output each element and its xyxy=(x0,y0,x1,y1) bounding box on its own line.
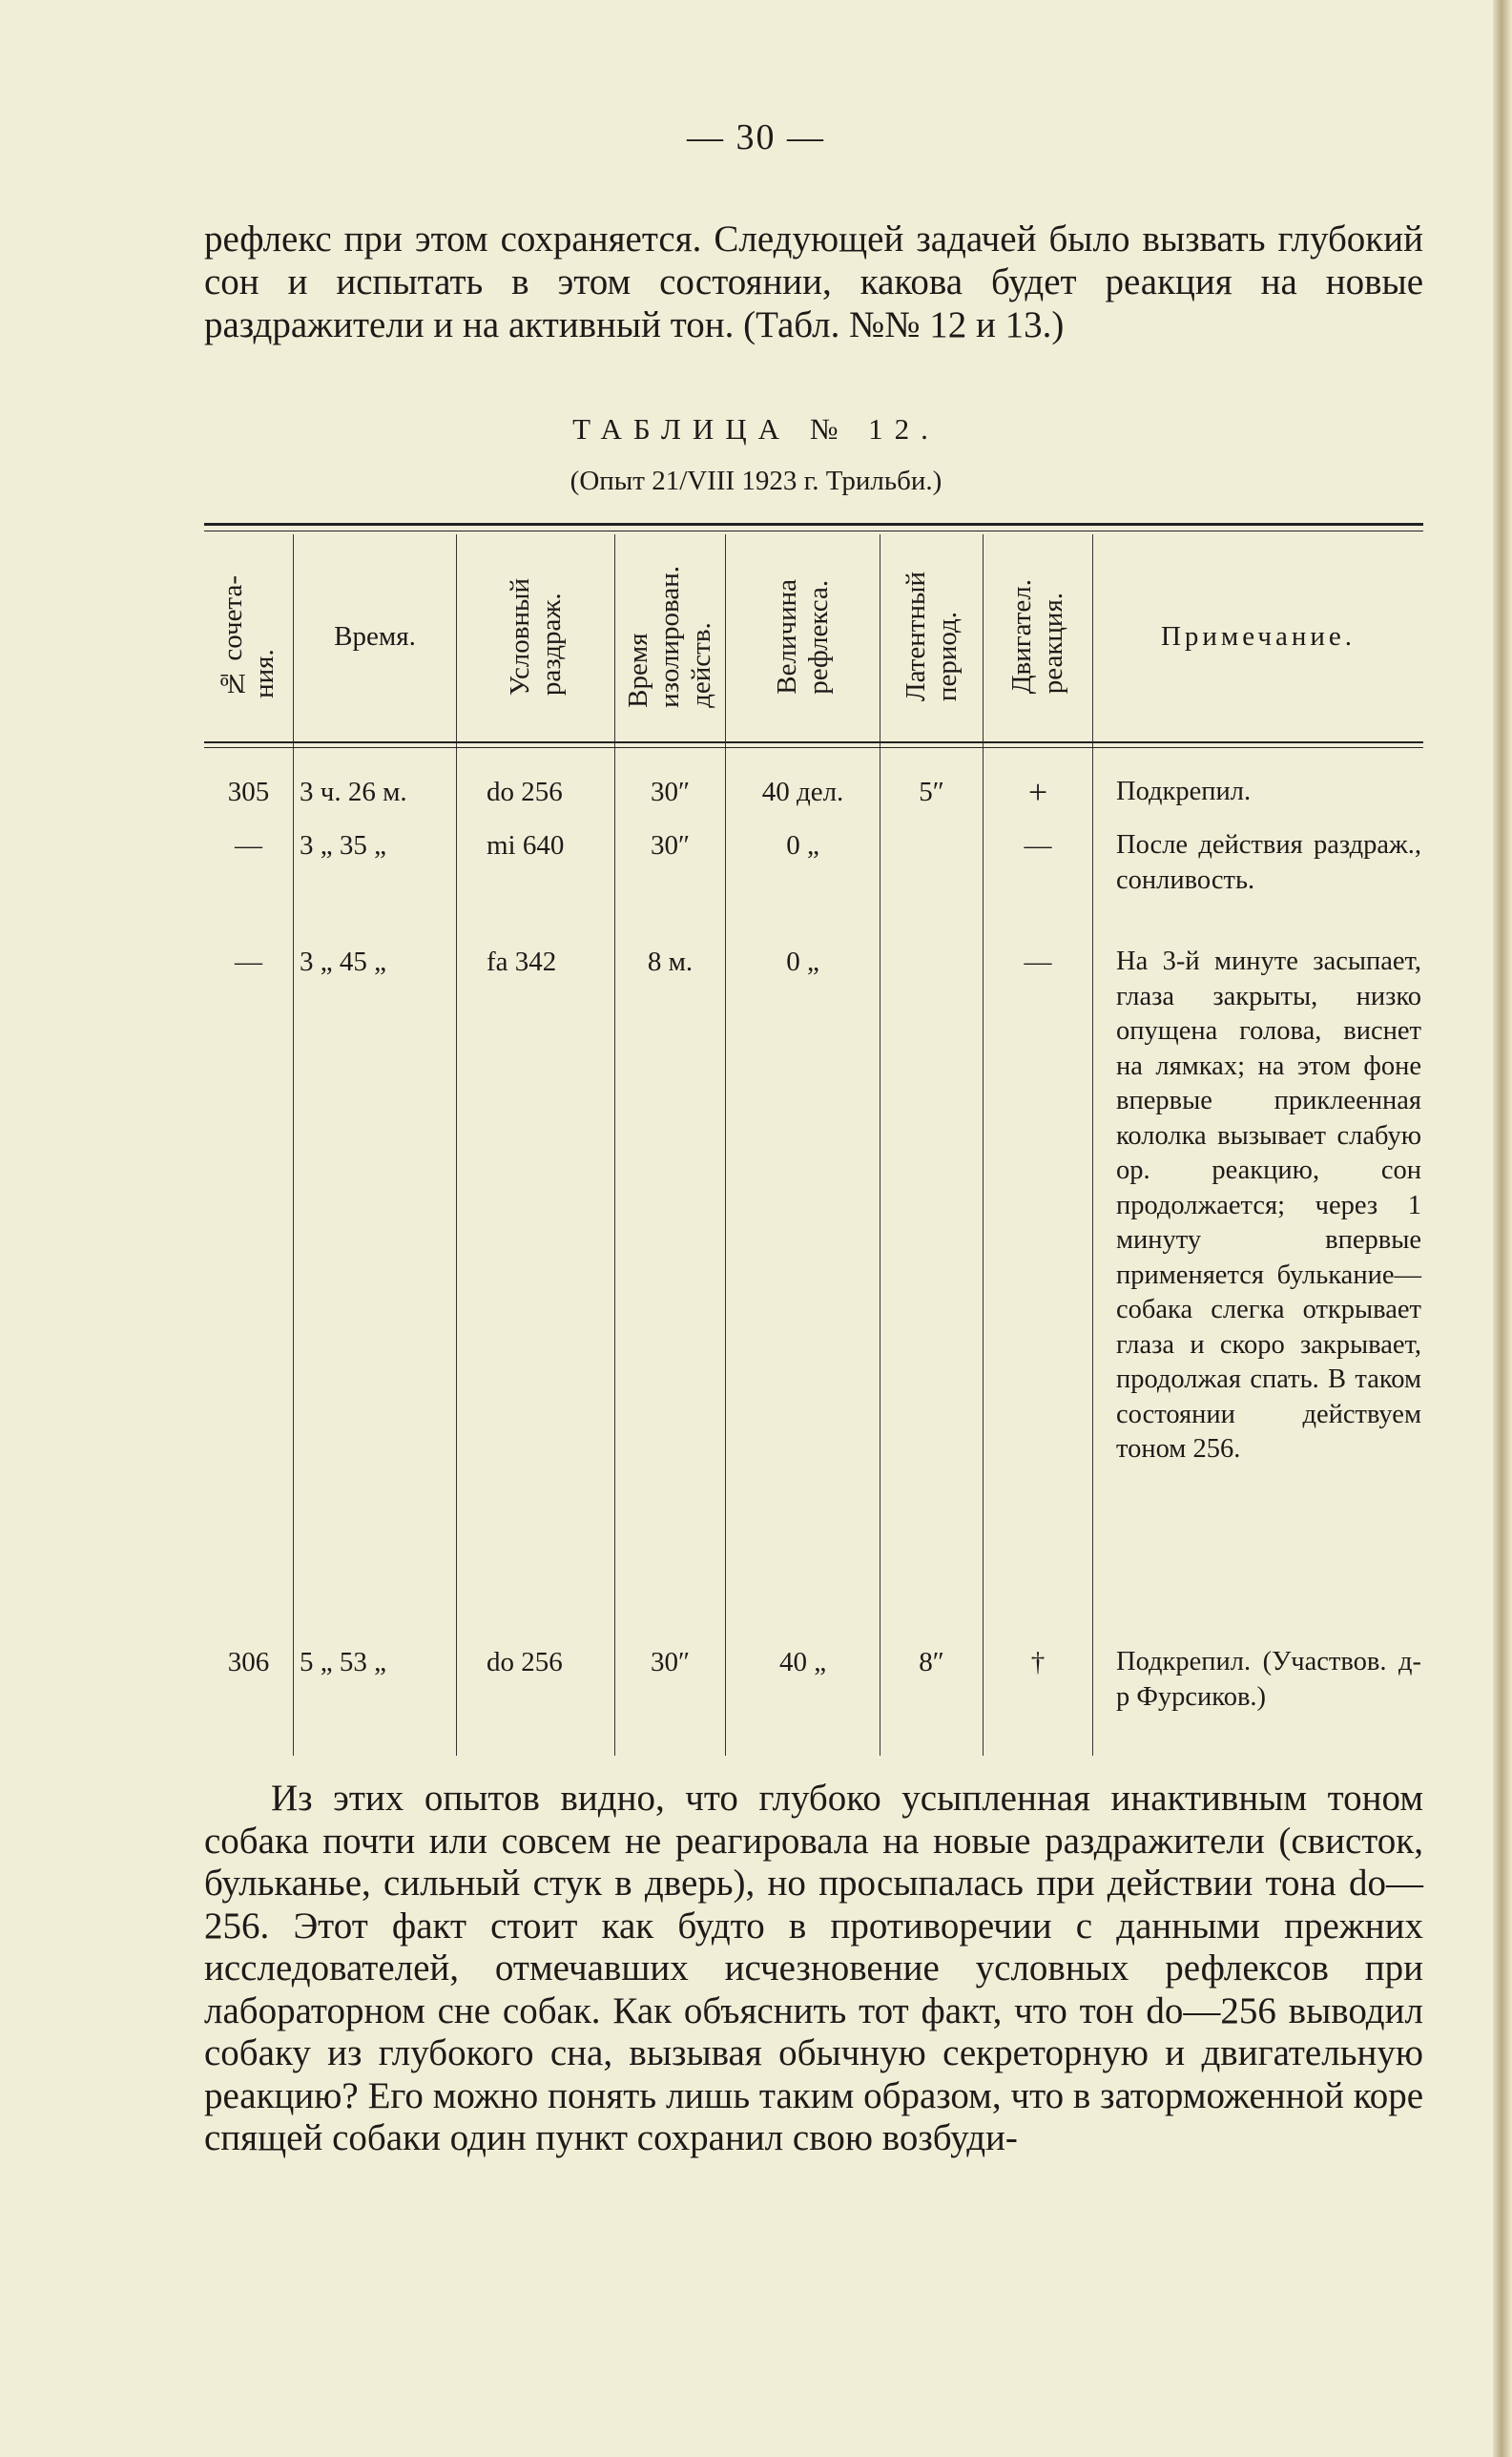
cell-time: 3 ч. 26 м. xyxy=(300,777,407,807)
cell-stimulus: do 256 xyxy=(487,777,563,807)
cell-time: 5 „ 53 „ xyxy=(300,1647,386,1677)
table-top-rule xyxy=(204,523,1423,526)
cell-isolated: 30″ xyxy=(650,830,691,861)
cell-stimulus: mi 640 xyxy=(487,830,565,861)
cell-reflex: 0 „ xyxy=(786,830,819,861)
cell-time: 3 „ 45 „ xyxy=(300,947,386,977)
cell-reflex: 40 дел. xyxy=(761,777,844,807)
cell-stimulus: fa 342 xyxy=(487,947,557,977)
cell-isolated: 30″ xyxy=(650,777,691,807)
cell-note: После действия раздраж., сонливость. xyxy=(1116,830,1421,895)
body-paragraph xyxy=(204,1778,1423,2160)
cell-reflex: 40 „ xyxy=(778,1647,827,1677)
cell-latent: 5″ xyxy=(919,777,944,807)
cell-num: — xyxy=(235,830,262,861)
cell-num: — xyxy=(235,947,262,977)
header-motor: Двигател. реакция. xyxy=(1006,579,1068,695)
cell-num: 305 xyxy=(227,777,270,807)
cell-motor: + xyxy=(1027,773,1048,811)
cell-num: 306 xyxy=(227,1647,270,1677)
header-reflex: Величина рефлекса. xyxy=(771,579,834,695)
cell-motor: — xyxy=(1024,830,1052,861)
cell-note: Подкрепил. (Участвов. д-р Фурсиков.) xyxy=(1116,1647,1421,1712)
table-subtitle: (Опыт 21/VIII 1923 г. Трильби.) xyxy=(570,466,942,496)
cell-reflex: 0 „ xyxy=(786,947,819,977)
cell-time: 3 „ 35 „ xyxy=(300,830,386,861)
page-number: — 30 — xyxy=(687,117,825,157)
cell-stimulus: do 256 xyxy=(487,1647,563,1677)
body-paragraph-text: Из этих опытов видно, что глубоко усыпленная инактивным тоном собака почти или совсем не реагировала на новые раздражители (свисток, бульканье, сильный стук в дверь), но просыпалась при действии тона do—256. Этот факт стоит как будто в противоречии с данными прежних исследователей, отмечавших исчезновение условных рефлексов при лабораторном сне собак. Как объяснить тот факт, что тон do—256 выводил собаку из глубокого сна, вызывая обычную секреторную и двигательную реакцию? Его можно понять лишь таким образом, что в заторможенной коре спящей собаки один пункт сохранил свою возбуди- xyxy=(204,1778,1423,2158)
header-rule-thin xyxy=(204,747,1423,748)
page-edge xyxy=(1493,0,1512,2457)
cell-note: Подкрепил. xyxy=(1116,777,1252,806)
cell-isolated: 30″ xyxy=(650,1647,691,1677)
cell-motor: † xyxy=(1030,1647,1046,1677)
intro-paragraph: рефлекс при этом сохраняется. Следующей задачей было вызвать глубокий сон и испытать в этом состоянии, какова будет реакция на новые раздражители и на активный тон. (Табл. №№ 12 и 13.) xyxy=(204,219,1423,345)
table-title: ТАБЛИЦА № 12. xyxy=(572,412,940,446)
header-rule xyxy=(204,741,1423,743)
header-latent: Латентный период. xyxy=(900,572,963,702)
cell-isolated: 8 м. xyxy=(647,947,694,977)
header-num: № сочета- ния. xyxy=(217,575,280,698)
cell-note: На 3-й минуте засыпает, глаза закрыты, низко опущена голова, виснет на лямках; на этом фоне впервые приклеенная кололка вызывает слабую ор. реакцию, сон продолжается; через 1 минуту впервые применяется булькание—собака слегка открывает глаза и скоро закрывает, продолжая спать. В таком состоянии действуем тоном 256. xyxy=(1116,947,1421,1464)
header-time: Время. xyxy=(334,621,416,652)
cell-motor: — xyxy=(1024,947,1052,977)
cell-latent: 8″ xyxy=(919,1647,944,1677)
header-stimulus: Условный раздраж. xyxy=(504,577,567,697)
header-note: Примечание. xyxy=(1160,621,1357,652)
header-isolated: Время изолирован. действ. xyxy=(623,566,716,708)
